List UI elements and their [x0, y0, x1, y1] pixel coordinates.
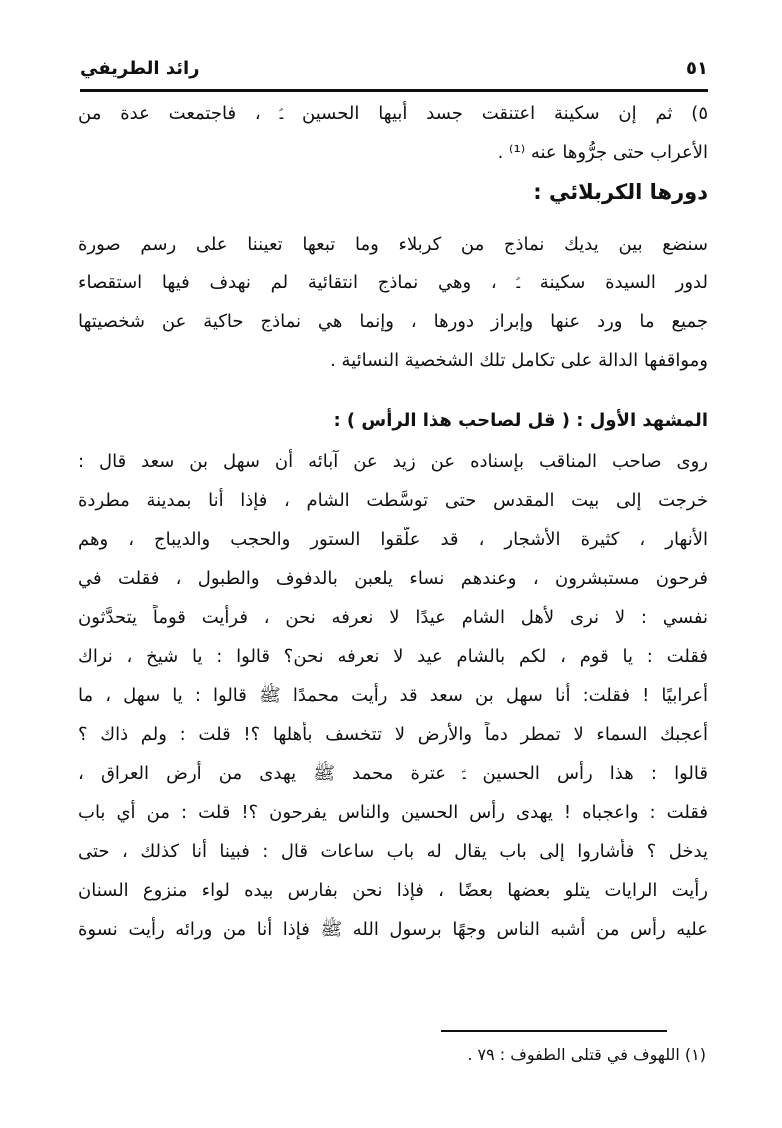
body-line: فقلت : واعجباه ! يهدى رأس الحسين والناس يفرحون ؟! قلت : من أي باب	[78, 802, 708, 823]
running-header	[80, 58, 708, 84]
body-line: يدخل ؟ فأشاروا إلى باب يقال له باب ساعات قال : فبينا أنا كذلك ، حتى	[78, 841, 708, 862]
body-line: قالوا : هذا رأس الحسين ـؑ عترة محمد ﷺ يهدى من أرض العراق ،	[78, 763, 708, 784]
body-line: أعجبك السماء لا تمطر دماً والأرض لا تتخسف بأهلها ؟! قلت : ولم ذاك ؟	[78, 724, 708, 745]
footnote: (١) اللهوف في قتلى الطفوف : ٧٩ .	[467, 1045, 706, 1064]
body-line: فرحون مستبشرون ، وعندهم نساء يلعبن بالدفوف والطبول ، فقلت في	[78, 568, 708, 589]
section-heading: دورها الكربلائي :	[533, 180, 708, 204]
page-number: ٥١	[686, 58, 708, 79]
body-line: رأيت الرايات يتلو بعضها بعضًا ، فإذا نحن بفارس بيده لواء منزوع السنان	[78, 880, 708, 901]
body-line: لدور السيدة سكينة ـؑ ، وهي نماذج انتقائية لم نهدف فيها استقصاء	[78, 272, 708, 293]
body-line: روى صاحب المناقب بإسناده عن زيد عن آبائه أن سهل بن سعد قال :	[78, 451, 708, 472]
subsection-heading: المشهد الأول : ( قل لصاحب هذا الرأس ) :	[333, 410, 708, 431]
body-line: الأعراب حتى جرُّوها عنه ⁽¹⁾ .	[497, 142, 708, 163]
body-line: فقلت : يا قوم ، لكم بالشام عيد لا نعرفه نحن؟ قالوا : يا شيخ ، نراك	[78, 646, 708, 667]
body-line: ٥) ثم إن سكينة اعتنقت جسد أبيها الحسين ـؑ ، فاجتمعت عدة من	[78, 103, 708, 124]
author-name: رائد الطريفي	[80, 58, 200, 79]
body-line: نفسي : لا نرى لأهل الشام عيدًا لا نعرفه نحن ، فرأيت قوماً يتحدَّثون	[78, 607, 708, 628]
body-line: ومواقفها الدالة على تكامل تلك الشخصية النسائية .	[330, 350, 708, 371]
body-line: عليه رأس من أشبه الناس وجهًا برسول الله ﷺ فإذا أنا من ورائه رأيت نسوة	[78, 919, 708, 940]
body-line: الأنهار ، كثيرة الأشجار ، قد علَّقوا الستور والحجب والديباج ، وهم	[78, 529, 708, 550]
body-line: خرجت إلى بيت المقدس حتى توسَّطت الشام ، فإذا أنا بمدينة مطردة	[78, 490, 708, 511]
header-rule	[80, 89, 708, 92]
footnote-rule	[441, 1030, 667, 1032]
body-line: أعرابيًا ! فقلت: أنا سهل بن سعد قد رأيت محمدًا ﷺ قالوا : يا سهل ، ما	[78, 685, 708, 706]
body-line: جميع ما ورد عنها وإبراز دورها ، وإنما هي نماذج حاكية عن شخصيتها	[78, 311, 708, 332]
body-line: سنضع بين يديك نماذج من كربلاء وما تبعها تعيننا على رسم صورة	[78, 234, 708, 255]
